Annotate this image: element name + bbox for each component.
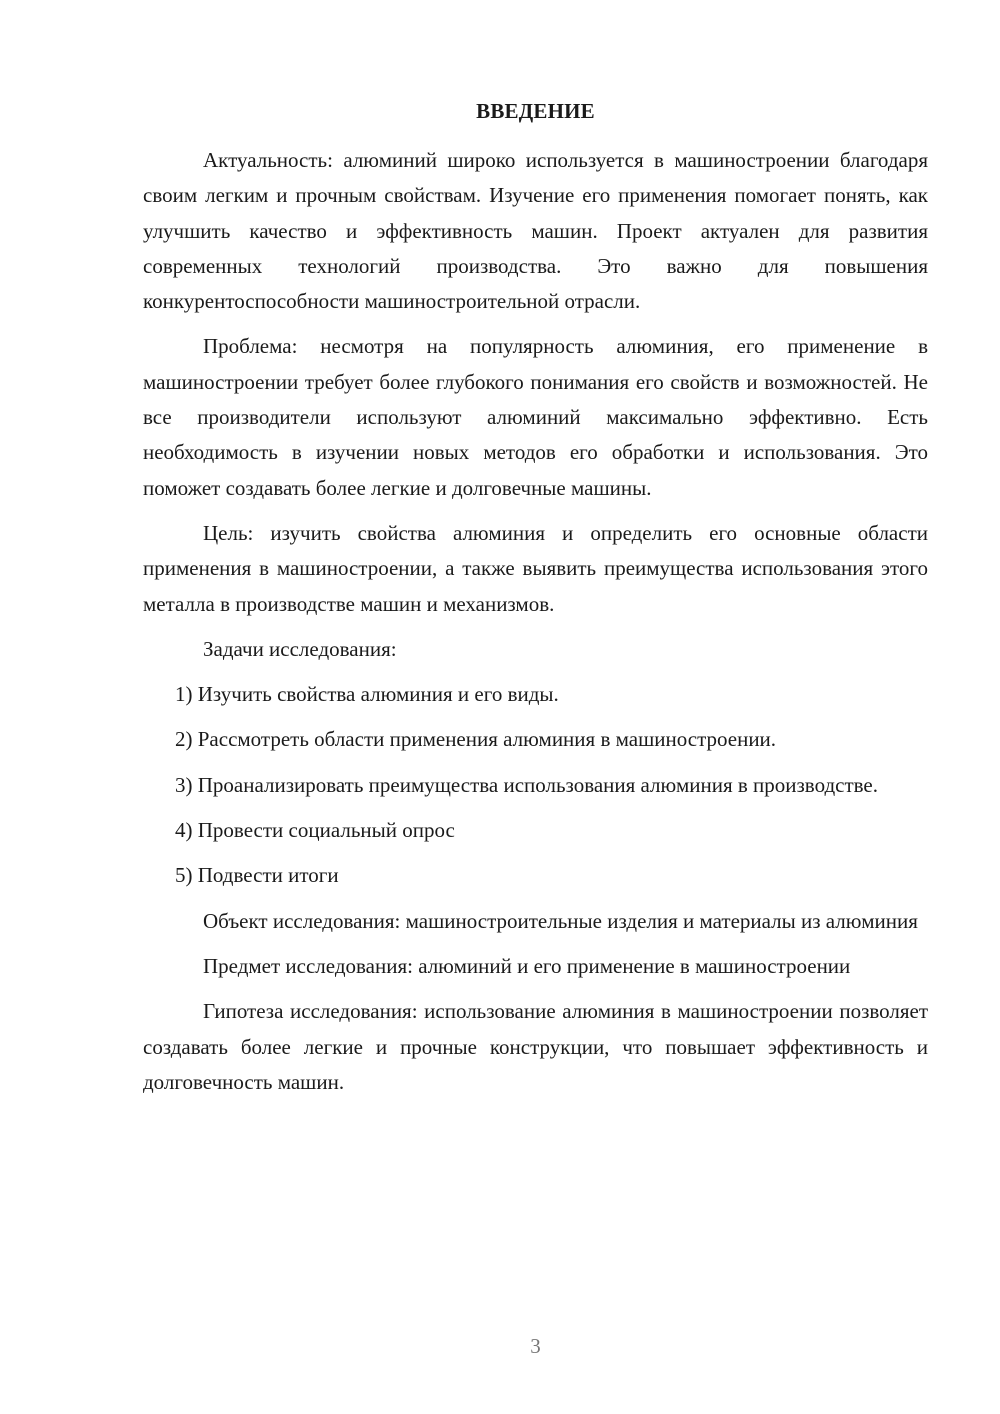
task-item-2: 2) Рассмотреть области применения алюминия в машиностроении. <box>175 727 777 752</box>
task-item-4: 4) Провести социальный опрос <box>175 818 455 843</box>
paragraph-relevance: Актуальность: алюминий широко используется в машиностроении благодаря своим легким и прочным свойствам. Изучение его применения помогает понять, как улучшить качество и эффективность машин. Проект актуален для развития современных технологий производства. Это важно для повышения конкурентоспособности машиностроительной отрасли. <box>143 148 928 314</box>
task-item-1: 1) Изучить свойства алюминия и его виды. <box>175 682 559 707</box>
paragraph-hypothesis: Гипотеза исследования: использование алюминия в машиностроении позволяет создавать более легкие и прочные конструкции, что повышает эффективность и долговечность машин. <box>143 999 928 1094</box>
task-item-3: 3) Проанализировать преимущества использования алюминия в производстве. <box>175 772 879 797</box>
document-body <box>143 143 928 1100</box>
paragraph-goal: Цель: изучить свойства алюминия и определить его основные области применения в машиностроении, а также выявить преимущества использования этого металла в производстве машин и механизмов. <box>143 520 928 616</box>
paragraph-object: Объект исследования: машиностроительные изделия и материалы из алюминия <box>203 908 918 933</box>
section-heading: ВВЕДЕНИЕ <box>476 99 595 123</box>
paragraph-problem: Проблема: несмотря на популярность алюминия, его применение в машиностроении требует более глубокого понимания его свойств и возможностей. Не все производители используют алюминий максимально эффективно. Есть необходимость в изучении новых методов его обработки и использования. Это поможет создавать более легкие и долговечные машины. <box>143 334 928 500</box>
page-number: 3 <box>530 1334 541 1358</box>
task-item-5: 5) Подвести итоги <box>175 863 339 888</box>
document-page <box>143 0 928 1414</box>
paragraph-tasks-title: Задачи исследования: <box>203 636 397 661</box>
paragraph-subject: Предмет исследования: алюминий и его применение в машиностроении <box>203 953 851 978</box>
